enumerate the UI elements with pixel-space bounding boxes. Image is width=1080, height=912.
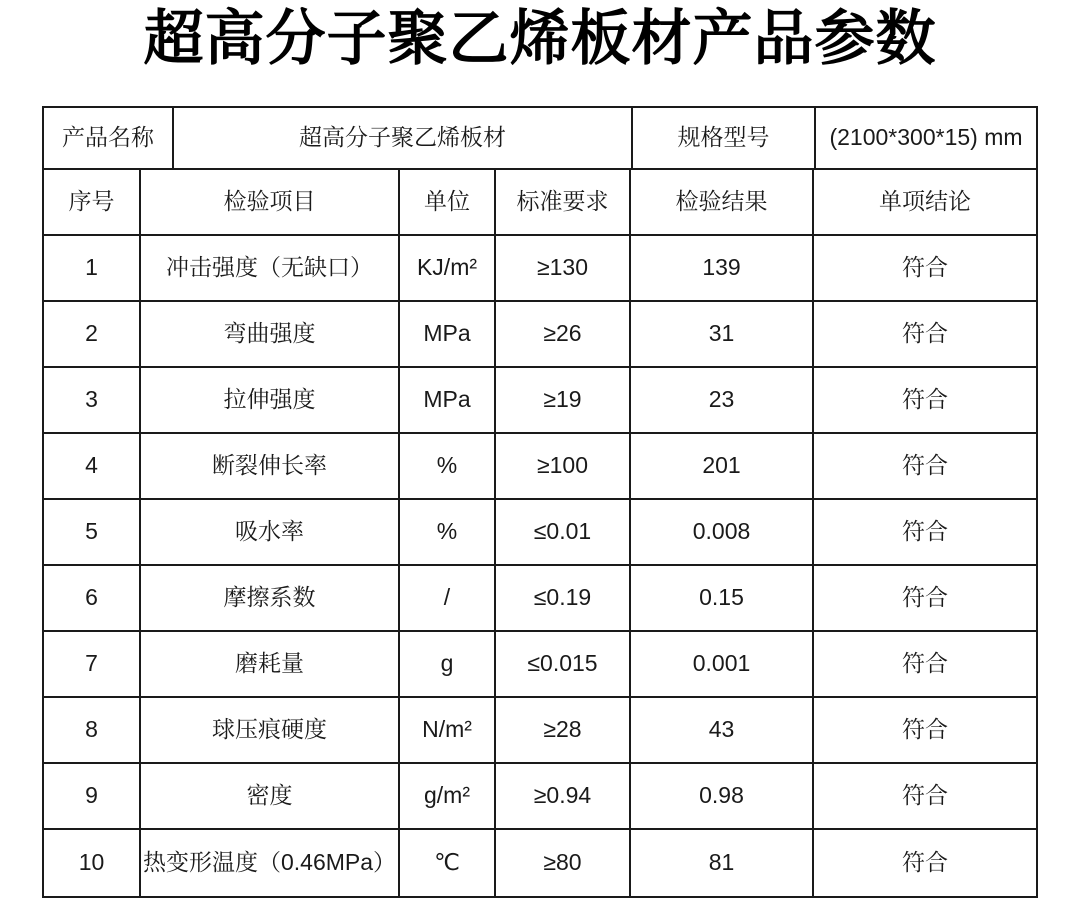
header-cell-no: 序号 [44,170,141,236]
result-cell: 0.98 [631,764,814,830]
conclusion-cell: 符合 [814,566,1036,632]
no-cell: 9 [44,764,141,830]
product-info-row [44,108,1036,170]
conclusion-cell: 符合 [814,698,1036,764]
result-cell: 43 [631,698,814,764]
header-cell-item: 检验项目 [141,170,400,236]
unit-cell: % [400,434,496,500]
unit-cell: % [400,500,496,566]
unit-cell: g [400,632,496,698]
no-cell: 5 [44,500,141,566]
item-cell: 摩擦系数 [141,566,400,632]
result-cell: 0.001 [631,632,814,698]
conclusion-cell: 符合 [814,632,1036,698]
item-cell: 冲击强度（无缺口） [141,236,400,302]
spec-value-cell: (2100*300*15) mm [816,108,1036,170]
conclusion-cell: 符合 [814,434,1036,500]
no-cell: 2 [44,302,141,368]
conclusion-cell: 符合 [814,368,1036,434]
item-cell: 吸水率 [141,500,400,566]
no-cell: 3 [44,368,141,434]
no-cell: 7 [44,632,141,698]
standard-cell: ≥26 [496,302,631,368]
product-name-value-cell: 超高分子聚乙烯板材 [174,108,633,170]
conclusion-cell: 符合 [814,236,1036,302]
conclusion-cell: 符合 [814,764,1036,830]
no-cell: 6 [44,566,141,632]
header-cell-conclusion: 单项结论 [814,170,1036,236]
result-cell: 139 [631,236,814,302]
page-title: 超高分子聚乙烯板材产品参数 [143,5,937,72]
unit-cell: N/m² [400,698,496,764]
result-cell: 0.15 [631,566,814,632]
product-name-label-cell: 产品名称 [44,108,174,170]
conclusion-cell: 符合 [814,302,1036,368]
standard-cell: ≥19 [496,368,631,434]
item-cell: 弯曲强度 [141,302,400,368]
product-params-table [42,106,1038,898]
item-cell: 断裂伸长率 [141,434,400,500]
result-cell: 81 [631,830,814,896]
no-cell: 1 [44,236,141,302]
standard-cell: ≥80 [496,830,631,896]
conclusion-cell: 符合 [814,500,1036,566]
no-cell: 8 [44,698,141,764]
header-cell-result: 检验结果 [631,170,814,236]
item-cell: 热变形温度（0.46MPa） [141,830,400,896]
unit-cell: ℃ [400,830,496,896]
result-cell: 201 [631,434,814,500]
standard-cell: ≥100 [496,434,631,500]
result-cell: 0.008 [631,500,814,566]
result-cell: 31 [631,302,814,368]
item-cell: 密度 [141,764,400,830]
item-cell: 拉伸强度 [141,368,400,434]
header-cell-unit: 单位 [400,170,496,236]
standard-cell: ≤0.015 [496,632,631,698]
conclusion-cell: 符合 [902,849,948,876]
standard-cell: ≥0.94 [496,764,631,830]
no-cell: 10 [44,830,141,896]
no-cell: 4 [44,434,141,500]
standard-cell: ≥130 [496,236,631,302]
spec-label-cell: 规格型号 [633,108,816,170]
unit-cell: g/m² [400,764,496,830]
item-cell: 球压痕硬度 [141,698,400,764]
header-cell-standard: 标准要求 [496,170,631,236]
params-grid [44,170,1036,896]
standard-cell: ≤0.01 [496,500,631,566]
unit-cell: KJ/m² [400,236,496,302]
unit-cell: / [400,566,496,632]
standard-cell: ≥28 [496,698,631,764]
item-cell: 磨耗量 [141,632,400,698]
unit-cell: MPa [400,368,496,434]
standard-cell: ≤0.19 [496,566,631,632]
unit-cell: MPa [400,302,496,368]
result-cell: 23 [631,368,814,434]
